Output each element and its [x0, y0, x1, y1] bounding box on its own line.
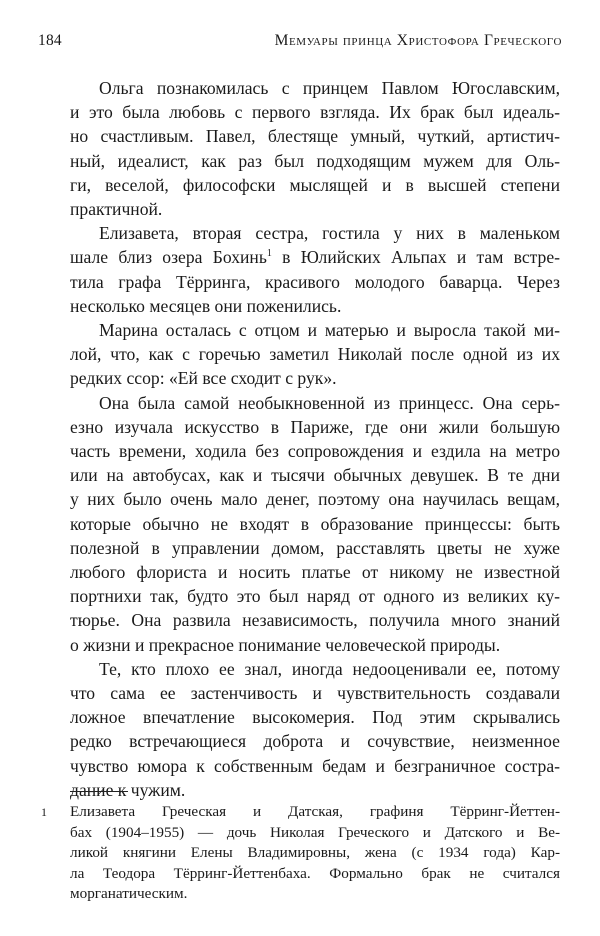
text-line: Марина осталась с отцом и матерью и выросла такой ми- [99, 320, 560, 341]
text-line: Ольга познакомилась с принцем Павлом Югославским, [99, 78, 560, 98]
text-line: часть времени, ходила без сопровождения и ездила на метро [70, 441, 560, 462]
footnote-line: ла Теодора Тёрринг-Йеттенбаха. Формально брак не считался [70, 864, 560, 882]
text-line: у них было очень мало денег, поэтому она научилась вещам, [70, 489, 560, 510]
footnote [41, 802, 560, 905]
text-line: чувство юмора к собственным бедам и безграничное состра- [70, 755, 560, 776]
paragraph [70, 221, 560, 318]
footnote-line: морганатическим. [70, 885, 188, 903]
text-line: ги, веселой, философски мыслящей и в высшей степени [70, 174, 560, 195]
text-line: Елизавета, вторая сестра, гостила у них в маленьком [99, 223, 560, 244]
paragraph [70, 391, 560, 657]
text-line: но счастливым. Павел, блестяще умный, чуткий, артистич- [70, 126, 560, 147]
text-line: которые обычно не входят в образование принцессы: быть [70, 513, 560, 534]
paragraph [70, 318, 560, 391]
text-segment: шале близ озера Бохинь [70, 247, 267, 268]
footnote-divider [70, 791, 128, 792]
text-line: Те, кто плохо ее знал, иногда недооценивали ее, потому [99, 658, 560, 679]
body-text [70, 76, 560, 802]
text-line: ложное впечатление высокомерия. Под этим скрывались [70, 707, 560, 728]
footnote-line: бах (1904–1955) — дочь Николая Греческого и Датского и Ве- [70, 823, 560, 841]
text-segment: в Юлийских Альпах и там встре- [271, 247, 561, 268]
text-line: любого флориста и носить платье от никому не известной [70, 562, 560, 583]
text-line: и это была любовь с первого взгляда. Их брак был идеаль- [70, 102, 560, 123]
text-line: полезной в управлении домом, расставлять цветы не хуже [70, 537, 560, 558]
running-header [38, 32, 562, 50]
text-line-with-footnote-ref [70, 245, 560, 269]
text-line: несколько месяцев они поженились. [70, 295, 342, 316]
paragraph [70, 76, 560, 221]
text-line: практичной. [70, 199, 163, 220]
text-line: лой, что, как с горечью заметил Николай после одной из их [70, 344, 560, 365]
text-line: Она была самой необыкновенной из принцесс. Она серь- [99, 392, 560, 413]
text-line: редко встречающиеся доброта и сочувствие, неизменное [70, 731, 560, 752]
running-title: Мемуары принца Христофора Греческого [274, 32, 562, 49]
text-line: тила графа Тёрринга, красивого молодого баварца. Через [70, 271, 560, 292]
text-line: ный, идеалист, как раз был подходящим мужем для Оль- [70, 150, 560, 171]
text-line: что сама ее застенчивость и чувствительность создавали [70, 683, 560, 704]
footnote-line: Елизавета Греческая и Датская, графиня Тёрринг-Йеттен- [70, 803, 560, 820]
footnote-line: ликой княгини Елены Владимировны, жена (с 1934 года) Кар- [70, 844, 560, 862]
footnote-reference[interactable]: 1 [266, 248, 272, 260]
text-line: тюрье. Она развила независимость, получила много знаний [70, 610, 560, 631]
text-line: или на автобусах, как и тысячи обычных девушек. В те дни [70, 465, 560, 486]
text-line: о жизни и прекрасное понимание человеческой природы. [70, 634, 501, 655]
text-line: езно изучала искусство в Париже, где они жили большую [70, 416, 560, 437]
text-line: редких ссор: «Ей все сходит с рук». [70, 368, 337, 389]
text-line: дание к чужим. [70, 779, 186, 800]
text-line: портнихи так, будто это был наряд от одного из великих ку- [70, 586, 560, 607]
paragraph [70, 657, 560, 802]
footnote-number: 1 [41, 805, 47, 819]
page-number: 184 [38, 32, 62, 49]
